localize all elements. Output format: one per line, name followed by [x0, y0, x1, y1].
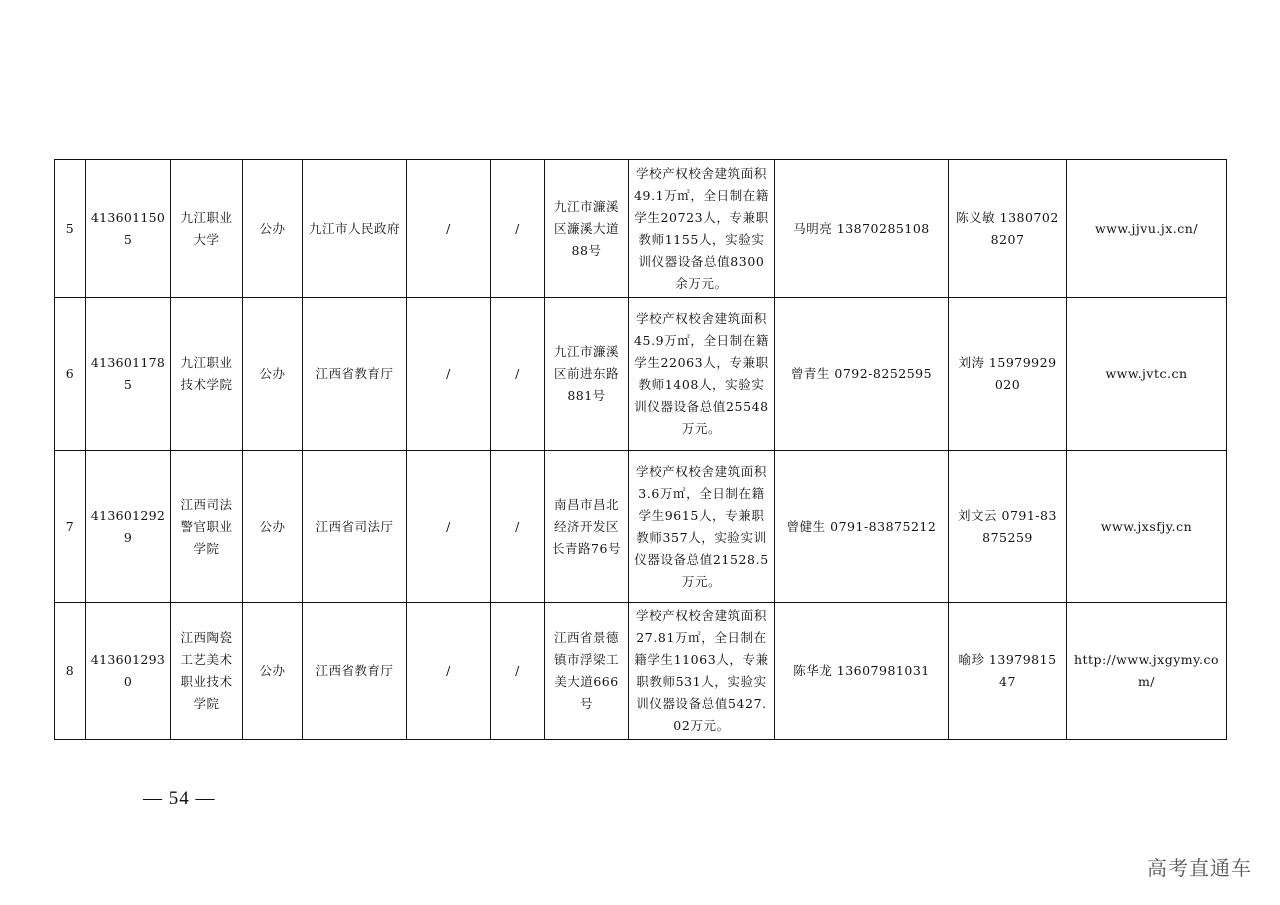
school-type: 公办: [243, 160, 303, 298]
institution-code: 4136012930: [86, 603, 171, 740]
contact-person-secondary: 刘文云 0791-83875259: [949, 451, 1067, 603]
page-number: — 54 —: [143, 788, 216, 809]
supervising-authority: 江西省教育厅: [303, 603, 407, 740]
contact-person-secondary: 喻珍 1397981547: [949, 603, 1067, 740]
contact-person: 陈华龙 13607981031: [775, 603, 949, 740]
row-number: 8: [55, 603, 86, 740]
school-address: 九江市濂溪区濂溪大道88号: [545, 160, 629, 298]
school-address: 南昌市昌北经济开发区长青路76号: [545, 451, 629, 603]
school-type: 公办: [243, 451, 303, 603]
school-description: 学校产权校舍建筑面积45.9万㎡，全日制在籍学生22063人，专兼职教师1408人，实验实训仪器设备总值25548万元。: [629, 298, 775, 451]
school-description: 学校产权校舍建筑面积27.81万㎡，全日制在籍学生11063人，专兼职教师531人，实验实训仪器设备总值5427.02万元。: [629, 603, 775, 740]
row-number: 5: [55, 160, 86, 298]
institution-name: 江西陶瓷工艺美术职业技术学院: [171, 603, 243, 740]
table-row: [55, 298, 1227, 451]
school-website: www.jvtc.cn: [1067, 298, 1227, 451]
contact-person: 曾健生 0791-83875212: [775, 451, 949, 603]
table-row: [55, 603, 1227, 740]
supervising-authority: 江西省司法厅: [303, 451, 407, 603]
table-row: [55, 451, 1227, 603]
school-website: www.jjvu.jx.cn/: [1067, 160, 1227, 298]
empty-cell: /: [491, 451, 545, 603]
school-type: 公办: [243, 603, 303, 740]
school-description: 学校产权校舍建筑面积49.1万㎡，全日制在籍学生20723人，专兼职教师1155人，实验实训仪器设备总值8300余万元。: [629, 160, 775, 298]
supervising-authority: 九江市人民政府: [303, 160, 407, 298]
institution-name: 九江职业技术学院: [171, 298, 243, 451]
contact-person-secondary: 刘涛 15979929020: [949, 298, 1067, 451]
contact-person-secondary: 陈义敏 13807028207: [949, 160, 1067, 298]
empty-cell: /: [491, 160, 545, 298]
empty-cell: /: [407, 298, 491, 451]
empty-cell: /: [491, 603, 545, 740]
school-website: www.jxsfjy.cn: [1067, 451, 1227, 603]
school-address: 江西省景德镇市浮梁工美大道666号: [545, 603, 629, 740]
empty-cell: /: [407, 160, 491, 298]
school-type: 公办: [243, 298, 303, 451]
table-row: [55, 160, 1227, 298]
empty-cell: /: [407, 603, 491, 740]
school-website: http://www.jxgymy.com/: [1067, 603, 1227, 740]
empty-cell: /: [407, 451, 491, 603]
empty-cell: /: [491, 298, 545, 451]
contact-person: 马明亮 13870285108: [775, 160, 949, 298]
institution-name: 九江职业大学: [171, 160, 243, 298]
row-number: 6: [55, 298, 86, 451]
institution-name: 江西司法警官职业学院: [171, 451, 243, 603]
supervising-authority: 江西省教育厅: [303, 298, 407, 451]
institution-code: 4136011785: [86, 298, 171, 451]
watermark-logo-text: 高考直通车: [1147, 856, 1252, 880]
institution-code: 4136011505: [86, 160, 171, 298]
institution-table: [54, 159, 1227, 740]
contact-person: 曾青生 0792-8252595: [775, 298, 949, 451]
school-address: 九江市濂溪区前进东路881号: [545, 298, 629, 451]
row-number: 7: [55, 451, 86, 603]
school-description: 学校产权校舍建筑面积3.6万㎡，全日制在籍学生9615人，专兼职教师357人，实验实训仪器设备总值21528.5万元。: [629, 451, 775, 603]
institution-code: 4136012929: [86, 451, 171, 603]
